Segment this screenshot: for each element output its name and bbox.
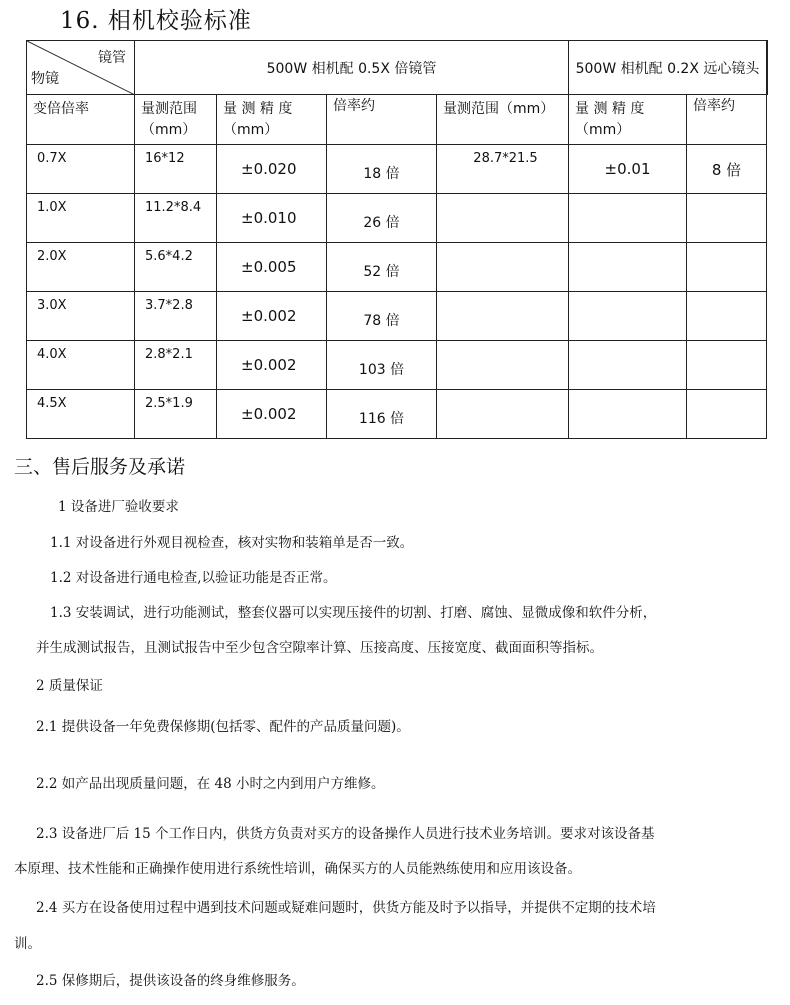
magnification-header: 倍率约 xyxy=(333,98,375,114)
range-cell: 2.8*2.1 xyxy=(135,341,217,390)
table-row xyxy=(27,390,768,439)
precision-cell: ±0.002 xyxy=(217,341,327,390)
paragraph: 2.2 如产品出现质量问题，在 48 小时之内到用户方维修。 xyxy=(36,776,385,792)
magnification-cell-2 xyxy=(687,243,767,292)
range-cell: 16*12 xyxy=(135,145,217,194)
zoom-cell: 1.0X xyxy=(27,194,135,243)
precision-cell: ±0.020 xyxy=(217,145,327,194)
precision-header: 量 测 精 度（mm） xyxy=(223,101,293,138)
paragraph-continuation: 训。 xyxy=(14,936,41,952)
tube-label: 镜管 xyxy=(98,50,126,66)
precision-cell-2 xyxy=(569,341,687,390)
empty-header-cell xyxy=(767,41,768,95)
precision-cell-2: ±0.01 xyxy=(569,145,687,194)
precision-cell: ±0.002 xyxy=(217,292,327,341)
paragraph: 1.1 对设备进行外观目视检查，核对实物和装箱单是否一致。 xyxy=(50,535,414,551)
magnification-cell-2 xyxy=(687,390,767,439)
table-row xyxy=(27,243,768,292)
sub-header-row xyxy=(27,95,768,145)
range-cell-2 xyxy=(437,194,569,243)
magnification-cell: 78 倍 xyxy=(327,292,437,341)
paragraph-continuation: 并生成测试报告，且测试报告中至少包含空隙率计算、压接高度、压接宽度、截面面积等指标。 xyxy=(36,640,603,656)
zoom-cell: 0.7X xyxy=(27,145,135,194)
paragraph: 1.2 对设备进行通电检查,以验证功能是否正常。 xyxy=(50,570,337,586)
precision-cell-2 xyxy=(569,243,687,292)
magnification-cell-2 xyxy=(687,292,767,341)
range-cell: 3.7*2.8 xyxy=(135,292,217,341)
magnification-cell: 103 倍 xyxy=(327,341,437,390)
zoom-cell: 4.5X xyxy=(27,390,135,439)
magnification-cell-2: 8 倍 xyxy=(687,145,767,194)
magnification-cell-2 xyxy=(687,194,767,243)
precision-cell: ±0.002 xyxy=(217,390,327,439)
group-header-row xyxy=(27,41,768,95)
group-header-1: 500W 相机配 0.5X 倍镜管 xyxy=(135,41,569,95)
range-cell-2: 28.7*21.5 xyxy=(437,145,569,194)
magnification-cell: 26 倍 xyxy=(327,194,437,243)
zoom-cell: 3.0X xyxy=(27,292,135,341)
magnification-cell-2 xyxy=(687,341,767,390)
paragraph: 2.3 设备进厂后 15 个工作日内，供货方负责对买方的设备操作人员进行技术业务培训。要求对该设备基 xyxy=(36,826,655,842)
precision-cell: ±0.010 xyxy=(217,194,327,243)
table-row xyxy=(27,194,768,243)
precision-cell-2 xyxy=(569,390,687,439)
section-title: 16. 相机校验标准 xyxy=(60,8,252,34)
subsection-heading: 2 质量保证 xyxy=(36,678,103,694)
paragraph: 2.4 买方在设备使用过程中遇到技术问题或疑难问题时，供货方能及时予以指导，并提供不定期的技术培 xyxy=(36,900,656,916)
range-header: 量测范围（mm） xyxy=(141,101,197,138)
camera-calibration-table xyxy=(26,40,768,439)
paragraph-continuation: 本原理、技术性能和正确操作使用进行系统性培训，确保买方的人员能熟练使用和应用该设备。 xyxy=(14,861,581,877)
range-cell: 5.6*4.2 xyxy=(135,243,217,292)
after-sales-heading: 三、售后服务及承诺 xyxy=(14,456,186,478)
paragraph: 2.5 保修期后，提供该设备的终身维修服务。 xyxy=(36,973,305,989)
magnification-cell: 116 倍 xyxy=(327,390,437,439)
range-cell-2 xyxy=(437,292,569,341)
range-cell: 2.5*1.9 xyxy=(135,390,217,439)
magnification-cell: 52 倍 xyxy=(327,243,437,292)
range-cell: 11.2*8.4 xyxy=(135,194,217,243)
precision-header-2: 量 测 精 度（mm） xyxy=(575,101,645,138)
paragraph: 1.3 安装调试，进行功能测试，整套仪器可以实现压接件的切割、打磨、腐蚀、显微成像和软件分析， xyxy=(50,605,657,621)
table-row xyxy=(27,341,768,390)
table-row xyxy=(27,145,768,194)
subsection-heading: 1 设备进厂验收要求 xyxy=(58,499,179,515)
zoom-header: 变倍倍率 xyxy=(33,101,89,117)
magnification-cell: 18 倍 xyxy=(327,145,437,194)
range-header-2: 量测范围（mm） xyxy=(443,101,555,117)
objective-label: 物镜 xyxy=(31,71,59,87)
group-header-2: 500W 相机配 0.2X 远心镜头 xyxy=(569,41,767,95)
paragraph: 2.1 提供设备一年免费保修期(包括零、配件的产品质量问题)。 xyxy=(36,719,410,735)
precision-cell-2 xyxy=(569,292,687,341)
precision-cell: ±0.005 xyxy=(217,243,327,292)
magnification-header-2: 倍率约 xyxy=(693,98,735,114)
precision-cell-2 xyxy=(569,194,687,243)
zoom-cell: 4.0X xyxy=(27,341,135,390)
range-cell-2 xyxy=(437,341,569,390)
table-row xyxy=(27,292,768,341)
zoom-cell: 2.0X xyxy=(27,243,135,292)
corner-header-cell xyxy=(27,41,135,95)
range-cell-2 xyxy=(437,243,569,292)
range-cell-2 xyxy=(437,390,569,439)
